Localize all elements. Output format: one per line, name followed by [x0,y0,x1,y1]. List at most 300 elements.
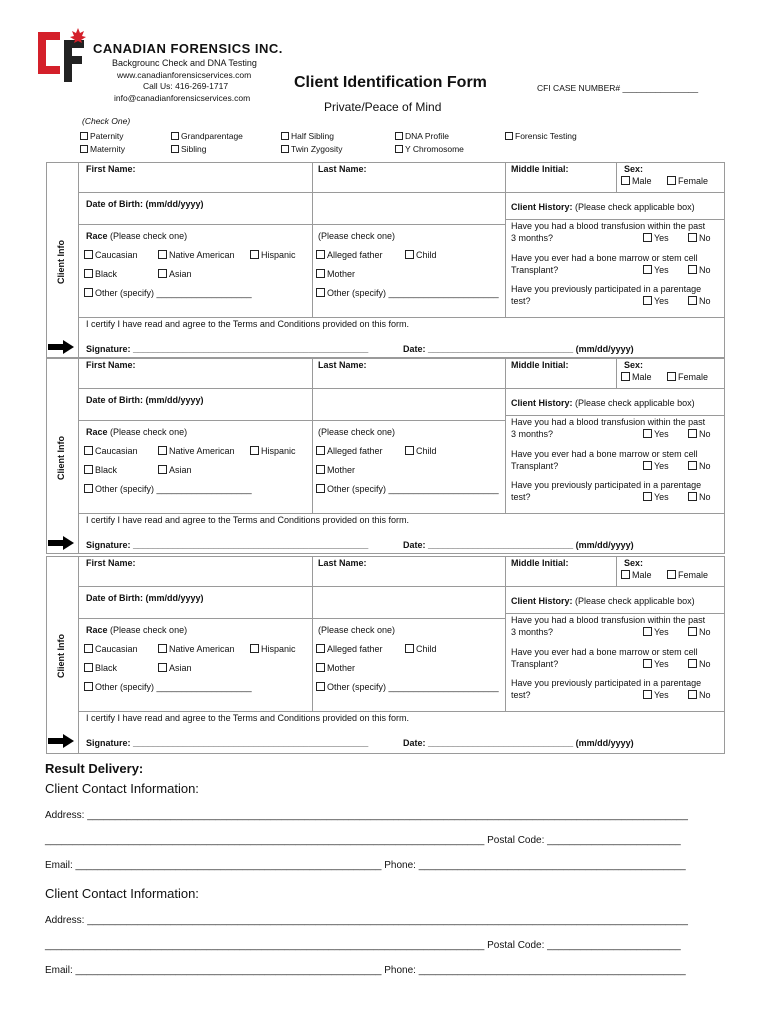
checkbox[interactable] [316,644,325,653]
race-option[interactable] [84,663,117,674]
date-field[interactable]: Date: _____________________________ (mm/dd/yyyy) [403,540,634,550]
checkbox[interactable] [405,250,414,259]
race-option[interactable] [250,446,296,457]
checkbox[interactable] [84,465,93,474]
race-option[interactable] [158,269,192,280]
checkbox[interactable] [643,690,652,699]
divider [312,618,505,619]
divider [505,556,506,711]
checkbox[interactable] [405,446,414,455]
option-label: Alleged father [327,644,383,654]
relationship-option[interactable] [405,250,437,261]
race-option[interactable] [158,644,235,655]
race-other-option[interactable] [84,288,252,299]
option-label: Female [678,570,709,580]
test-type-option[interactable] [505,131,577,142]
client-history-label [511,596,695,607]
divider [505,162,506,317]
middle-initial-label: Middle Initial: [511,360,569,370]
checkbox[interactable] [688,429,697,438]
history-note: (Please check applicable box) [575,596,695,606]
arrow-head [63,340,74,354]
address-field[interactable]: Address: ____________________________________________________________________________________________________________ [45,915,688,926]
middle-initial-label: Middle Initial: [511,558,569,568]
relationship-option[interactable] [316,663,355,674]
history-question: Have you previously participated in a parentage [511,284,702,294]
test-type-option[interactable] [281,131,334,142]
sex-female-option[interactable] [667,372,708,383]
history-question: Have you previously participated in a parentage [511,678,702,688]
certify-statement: I certify I have read and agree to the Terms and Conditions provided on this form. [86,713,410,723]
test-type-option[interactable] [171,131,243,142]
relationship-other-option[interactable] [316,484,499,495]
race-option[interactable] [250,644,296,655]
relationship-option[interactable] [316,644,383,655]
option-label: Yes [654,492,669,502]
option-label: Half Sibling [291,131,334,141]
option-label: Native American [169,446,235,456]
race-option[interactable] [84,446,138,457]
race-option[interactable] [158,446,235,457]
test-type-option[interactable] [80,131,124,142]
case-number-label: CFI CASE NUMBER# ________________ [537,83,699,93]
checkbox[interactable] [621,176,630,185]
checkbox[interactable] [250,446,259,455]
history-yes-option[interactable] [643,627,669,638]
history-title: Client History: [511,202,573,212]
sex-label: Sex: [624,360,644,370]
divider [312,420,505,421]
divider [505,358,506,513]
race-note: (Please check one) [110,231,188,241]
checkbox[interactable] [171,145,179,153]
race-label [86,231,187,242]
pointer-arrow-icon [48,536,74,550]
postal-code-field[interactable]: _______________________________________________________________________________ Postal Code: ________________________ [45,835,681,846]
test-type-option[interactable] [281,144,343,155]
divider [78,224,312,225]
sex-male-option[interactable] [621,372,652,383]
checkbox[interactable] [643,265,652,274]
option-label: Other (specify) ___________________ [95,484,252,494]
option-label: Child [416,644,437,654]
contact-title: Client Contact Information: [45,886,199,901]
history-yes-option[interactable] [643,659,669,670]
first-name-label: First Name: [86,558,136,568]
divider [616,358,617,388]
divider [616,162,617,192]
option-label: Grandparentage [181,131,243,141]
checkbox[interactable] [316,465,325,474]
sex-male-option[interactable] [621,570,652,581]
pointer-arrow-icon [48,734,74,748]
relationship-note: (Please check one) [318,231,396,241]
pointer-arrow-icon [48,340,74,354]
checkbox[interactable] [84,269,93,278]
option-label: Caucasian [95,446,138,456]
option-label: Yes [654,627,669,637]
checkbox[interactable] [158,250,167,259]
relationship-option[interactable] [405,644,437,655]
date-field[interactable]: Date: _____________________________ (mm/dd/yyyy) [403,738,634,748]
checkbox[interactable] [84,663,93,672]
option-label: Male [632,570,652,580]
history-no-option[interactable] [688,627,711,638]
race-other-option[interactable] [84,484,252,495]
history-question: Have you had a blood transfusion within the past [511,615,706,625]
side-label-client-info: Client Info [56,240,66,284]
last-name-label: Last Name: [318,164,367,174]
relationship-option[interactable] [405,446,437,457]
divider [505,219,725,220]
option-label: Mother [327,465,356,475]
relationship-note: (Please check one) [318,427,396,437]
last-name-label: Last Name: [318,360,367,370]
divider [78,618,312,619]
option-label: No [699,627,711,637]
divider [312,358,313,513]
sex-female-option[interactable] [667,176,708,187]
option-label: Black [95,465,118,475]
history-no-option[interactable] [688,492,711,503]
option-label: Yes [654,461,669,471]
signature-field[interactable]: Signature: _______________________________________________ [86,738,369,748]
checkbox[interactable] [667,372,676,381]
arrow-head [63,734,74,748]
checkbox[interactable] [84,288,93,297]
history-no-option[interactable] [688,296,711,307]
history-question-cont: test? [511,492,531,502]
checkbox[interactable] [281,132,289,140]
checkbox[interactable] [158,446,167,455]
dob-label: Date of Birth: (mm/dd/yyyy) [86,199,204,209]
first-name-label: First Name: [86,360,136,370]
option-label: Hispanic [261,644,296,654]
checkbox[interactable] [158,465,167,474]
checkbox[interactable] [643,233,652,242]
sex-female-option[interactable] [667,570,708,581]
checkbox[interactable] [316,269,325,278]
option-label: Yes [654,659,669,669]
relationship-option[interactable] [316,269,355,280]
test-type-option[interactable] [171,144,207,155]
history-question-cont: 3 months? [511,627,554,637]
company-phone: Call Us: 416-269-1717 [143,81,229,91]
checkbox[interactable] [80,145,88,153]
history-yes-option[interactable] [643,690,669,701]
race-other-option[interactable] [84,682,252,693]
date-field[interactable]: Date: _____________________________ (mm/dd/yyyy) [403,344,634,354]
checkbox[interactable] [158,663,167,672]
race-option[interactable] [84,250,138,261]
checkbox[interactable] [688,492,697,501]
history-yes-option[interactable] [643,233,669,244]
arrow-head [63,536,74,550]
option-label: No [699,690,711,700]
option-label: No [699,461,711,471]
checkbox[interactable] [281,145,289,153]
history-yes-option[interactable] [643,265,669,276]
checkbox[interactable] [250,250,259,259]
race-note: (Please check one) [110,625,188,635]
option-label: Hispanic [261,250,296,260]
history-no-option[interactable] [688,659,711,670]
option-label: Child [416,446,437,456]
divider [78,513,725,514]
checkbox[interactable] [84,446,93,455]
checkbox[interactable] [84,682,93,691]
option-label: Other (specify) ______________________ [327,288,499,298]
option-label: Alleged father [327,446,383,456]
divider [78,420,312,421]
race-option[interactable] [158,250,235,261]
check-one-label: (Check One) [82,116,131,126]
checkbox[interactable] [158,644,167,653]
signature-field[interactable]: Signature: _______________________________________________ [86,540,369,550]
divider [312,162,313,317]
race-option[interactable] [250,250,296,261]
option-label: Other (specify) ___________________ [95,682,252,692]
company-email: info@canadianforensicservices.com [114,93,251,103]
option-label: No [699,429,711,439]
option-label: Other (specify) ______________________ [327,682,499,692]
checkbox[interactable] [688,461,697,470]
checkbox[interactable] [250,644,259,653]
relationship-option[interactable] [316,446,383,457]
checkbox[interactable] [621,372,630,381]
company-website: www.canadianforensicservices.com [117,70,252,80]
sex-label: Sex: [624,558,644,568]
history-yes-option[interactable] [643,429,669,440]
checkbox[interactable] [316,250,325,259]
option-label: Asian [169,465,192,475]
checkbox[interactable] [643,296,652,305]
checkbox[interactable] [643,659,652,668]
checkbox[interactable] [667,570,676,579]
option-label: Yes [654,265,669,275]
history-question-cont: Transplant? [511,461,559,471]
history-yes-option[interactable] [643,492,669,503]
relationship-note: (Please check one) [318,625,396,635]
race-note: (Please check one) [110,427,188,437]
company-tagline: Backgrounc Check and DNA Testing [112,58,257,68]
option-label: Yes [654,429,669,439]
side-label-client-info: Client Info [56,436,66,480]
relationship-other-option[interactable] [316,288,499,299]
divider [312,224,505,225]
last-name-label: Last Name: [318,558,367,568]
option-label: Native American [169,250,235,260]
address-field[interactable]: Address: ____________________________________________________________________________________________________________ [45,810,688,821]
checkbox[interactable] [688,627,697,636]
checkbox[interactable] [643,461,652,470]
divider [616,556,617,586]
history-question-cont: 3 months? [511,429,554,439]
history-yes-option[interactable] [643,296,669,307]
option-label: Native American [169,644,235,654]
history-question-cont: 3 months? [511,233,554,243]
option-label: Asian [169,663,192,673]
option-label: Other (specify) ______________________ [327,484,499,494]
option-label: Mother [327,269,356,279]
dob-label: Date of Birth: (mm/dd/yyyy) [86,593,204,603]
client-history-label [511,398,695,409]
history-no-option[interactable] [688,461,711,472]
history-question-cont: Transplant? [511,265,559,275]
checkbox[interactable] [688,690,697,699]
checkbox[interactable] [688,265,697,274]
sex-male-option[interactable] [621,176,652,187]
checkbox[interactable] [158,269,167,278]
middle-initial-label: Middle Initial: [511,164,569,174]
option-label: Black [95,269,118,279]
option-label: Yes [654,296,669,306]
option-label: Yes [654,233,669,243]
checkbox[interactable] [316,663,325,672]
option-label: Male [632,372,652,382]
checkbox[interactable] [643,492,652,501]
company-logo [34,26,92,84]
checkbox[interactable] [688,659,697,668]
option-label: DNA Profile [405,131,449,141]
history-note: (Please check applicable box) [575,202,695,212]
option-label: Paternity [90,131,124,141]
divider [78,317,725,318]
checkbox[interactable] [643,429,652,438]
checkbox[interactable] [505,132,513,140]
race-option[interactable] [84,465,117,476]
option-label: Black [95,663,118,673]
test-type-option[interactable] [395,131,449,142]
history-question: Have you ever had a bone marrow or stem cell [511,449,698,459]
dob-label: Date of Birth: (mm/dd/yyyy) [86,395,204,405]
checkbox[interactable] [84,484,93,493]
race-option[interactable] [84,644,138,655]
divider [312,556,313,711]
race-title: Race [86,427,108,437]
option-label: No [699,296,711,306]
option-label: Caucasian [95,644,138,654]
option-label: Mother [327,663,356,673]
arrow-shaft [48,738,64,744]
company-name: CANADIAN FORENSICS INC. [93,41,283,56]
history-question: Have you previously participated in a parentage [511,480,702,490]
history-no-option[interactable] [688,265,711,276]
race-option[interactable] [158,465,192,476]
sex-label: Sex: [624,164,644,174]
checkbox[interactable] [316,446,325,455]
checkbox[interactable] [621,570,630,579]
option-label: Alleged father [327,250,383,260]
race-title: Race [86,231,108,241]
history-no-option[interactable] [688,690,711,701]
option-label: Forensic Testing [515,131,577,141]
option-label: No [699,233,711,243]
form-subtitle: Private/Peace of Mind [324,100,442,114]
relationship-option[interactable] [316,465,355,476]
option-label: Yes [654,690,669,700]
side-label-client-info: Client Info [56,634,66,678]
race-option[interactable] [158,663,192,674]
history-question: Have you ever had a bone marrow or stem cell [511,253,698,263]
race-label [86,625,187,636]
divider [78,388,725,389]
first-name-label: First Name: [86,164,136,174]
relationship-other-option[interactable] [316,682,499,693]
checkbox[interactable] [395,145,403,153]
history-note: (Please check applicable box) [575,398,695,408]
checkbox[interactable] [405,644,414,653]
option-label: Twin Zygosity [291,144,343,154]
arrow-shaft [48,540,64,546]
arrow-shaft [48,344,64,350]
history-question: Have you had a blood transfusion within the past [511,417,706,427]
certify-statement: I certify I have read and agree to the Terms and Conditions provided on this form. [86,319,410,329]
race-title: Race [86,625,108,635]
checkbox[interactable] [84,644,93,653]
option-label: Other (specify) ___________________ [95,288,252,298]
checkbox[interactable] [316,682,325,691]
checkbox[interactable] [80,132,88,140]
history-question-cont: test? [511,296,531,306]
checkbox[interactable] [688,296,697,305]
checkbox[interactable] [171,132,179,140]
option-label: Child [416,250,437,260]
checkbox[interactable] [667,176,676,185]
test-type-option[interactable] [80,144,125,155]
divider [78,711,725,712]
checkbox[interactable] [316,484,325,493]
history-title: Client History: [511,398,573,408]
postal-code-field[interactable]: _______________________________________________________________________________ Postal Code: ________________________ [45,940,681,951]
test-type-option[interactable] [395,144,464,155]
signature-field[interactable]: Signature: _______________________________________________ [86,344,369,354]
option-label: No [699,659,711,669]
history-question-cont: Transplant? [511,659,559,669]
result-delivery-title: Result Delivery: [45,761,144,776]
option-label: Female [678,372,709,382]
form-title: Client Identification Form [294,74,487,91]
checkbox[interactable] [395,132,403,140]
history-no-option[interactable] [688,429,711,440]
option-label: No [699,265,711,275]
divider [505,613,725,614]
option-label: Asian [169,269,192,279]
history-question: Have you had a blood transfusion within the past [511,221,706,231]
certify-statement: I certify I have read and agree to the Terms and Conditions provided on this form. [86,515,410,525]
checkbox[interactable] [688,233,697,242]
email-phone-field[interactable]: Email: _______________________________________________________ Phone: ________________________________________________ [45,860,686,871]
checkbox[interactable] [643,627,652,636]
email-phone-field[interactable]: Email: _______________________________________________________ Phone: ________________________________________________ [45,965,686,976]
race-option[interactable] [84,269,117,280]
option-label: Maternity [90,144,125,154]
option-label: Sibling [181,144,207,154]
relationship-option[interactable] [316,250,383,261]
option-label: No [699,492,711,502]
history-no-option[interactable] [688,233,711,244]
client-history-label [511,202,695,213]
history-question: Have you ever had a bone marrow or stem cell [511,647,698,657]
checkbox[interactable] [84,250,93,259]
option-label: Caucasian [95,250,138,260]
option-label: Hispanic [261,446,296,456]
race-label [86,427,187,438]
history-question-cont: test? [511,690,531,700]
divider [505,415,725,416]
history-yes-option[interactable] [643,461,669,472]
checkbox[interactable] [316,288,325,297]
